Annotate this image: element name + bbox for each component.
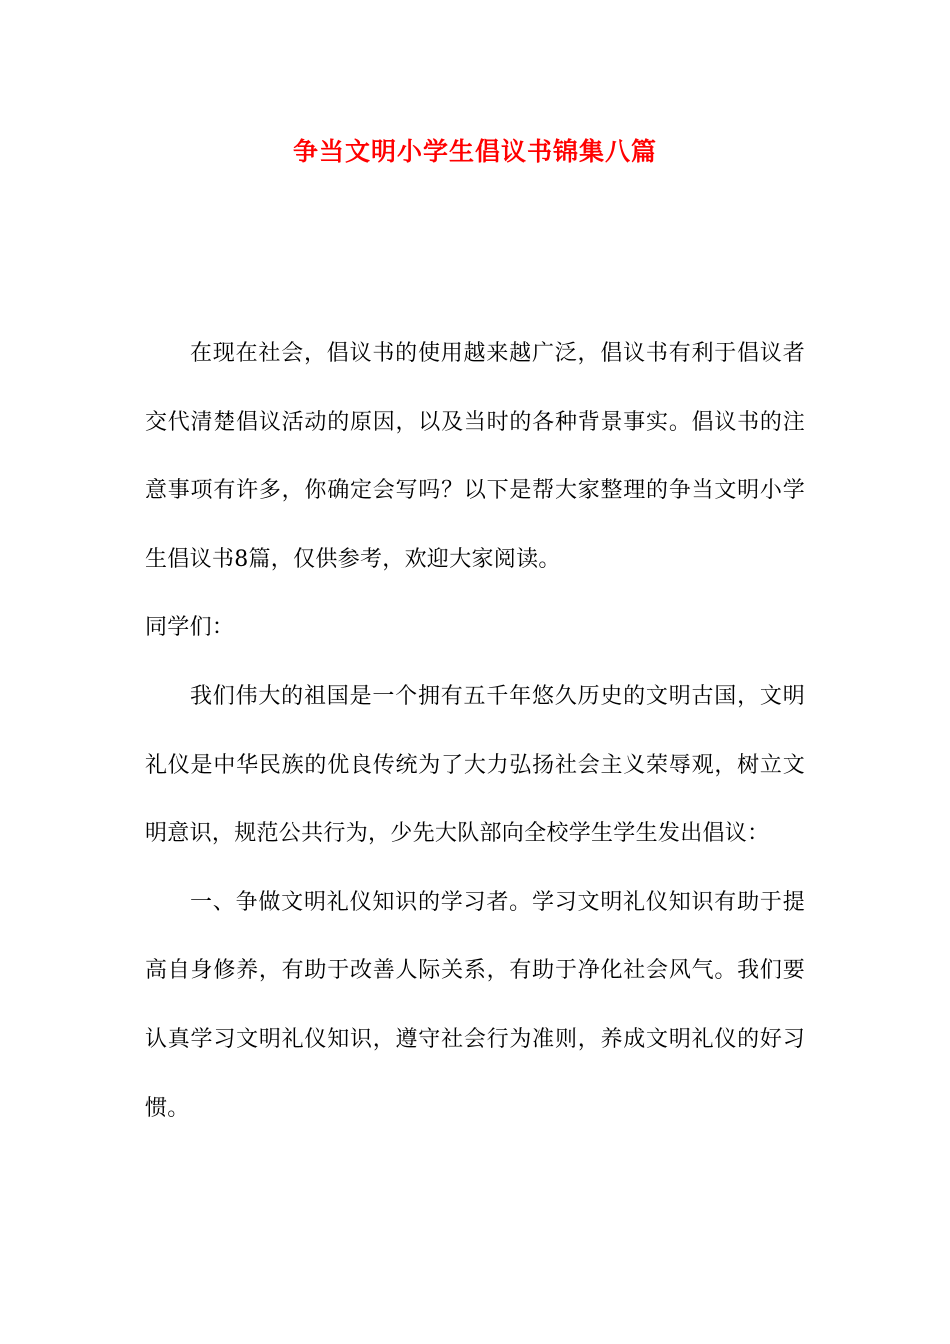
document-body — [145, 320, 805, 1143]
body-paragraph: 一、争做文明礼仪知识的学习者。学习文明礼仪知识有助于提高自身修养，有助于改善人际关系，有助于净化社会风气。我们要认真学习文明礼仪知识，遵守社会行为准则，养成文明礼仪的好习惯。 — [145, 889, 805, 1121]
document-title: 争当文明小学生倡议书锦集八篇 — [292, 137, 657, 166]
salutation: 同学们： — [145, 615, 235, 641]
intro-paragraph: 在现在社会，倡议书的使用越来越广泛，倡议书有利于倡议者交代清楚倡议活动的原因，以及当时的各种背景事实。倡议书的注意事项有许多，你确定会写吗？以下是帮大家整理的争当文明小学生倡议书8篇，仅供参考，欢迎大家阅读。 — [145, 341, 805, 572]
body-paragraph: 我们伟大的祖国是一个拥有五千年悠久历史的文明古国，文明礼仪是中华民族的优良传统为了大力弘扬社会主义荣辱观，树立文明意识，规范公共行为，少先大队部向全校学生学生发出倡议： — [145, 683, 805, 847]
